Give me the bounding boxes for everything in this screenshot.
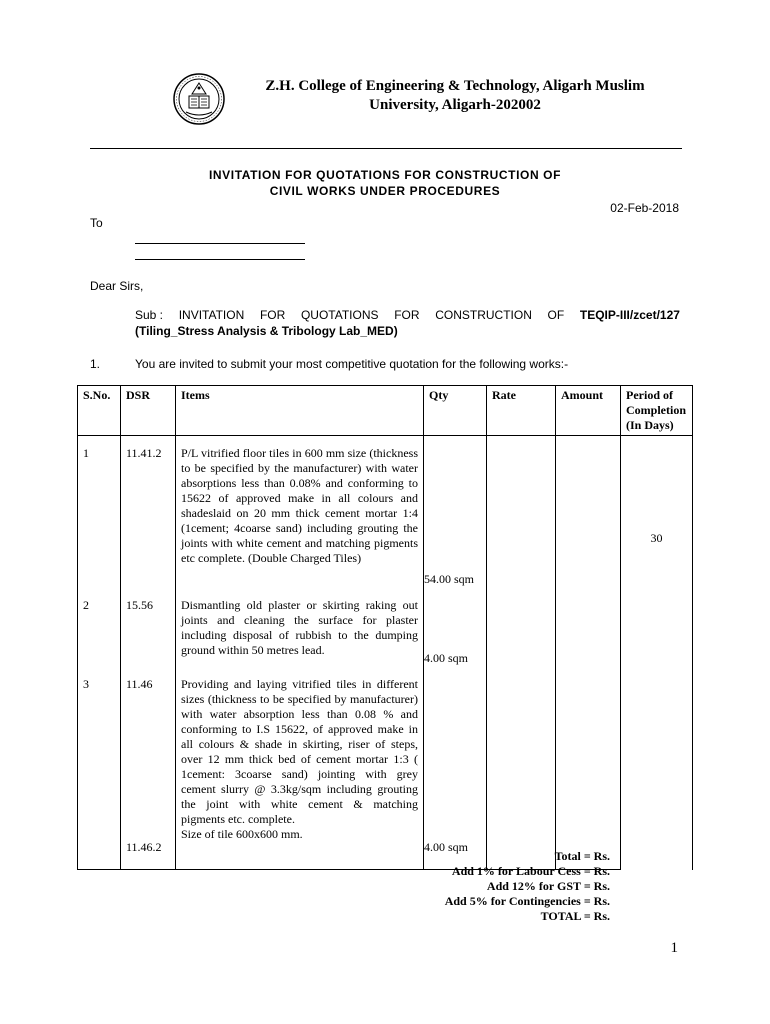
row-dsr-sub: 11.46.2 [126,840,162,854]
header-items: Items [176,386,424,436]
header-period-line2: Completion [626,403,686,417]
row-qty [424,589,487,668]
header-divider [90,148,682,149]
row-item: P/L vitrified floor tiles in 600 mm size (thickness to be specified by the manufacturer) with water absorptions less than 0.08% and conforming to 15622 of approved make in all colours and shadeslaid on 20 mm thick cement mortar 1:4 (1cement; 4coarse sand) including grouting the joints with white cement and matching pigments etc complete. (Double Charged Tiles) [176,436,424,590]
row-rate [487,668,556,870]
subject-reference: TEQIP-III/zcet/127 [579,308,680,322]
subject-word: FOR [394,308,420,322]
table-row [78,436,693,590]
row-sno: 3 [78,668,121,870]
total-line: Total = Rs. [554,849,610,863]
table-row [78,589,693,668]
subject-line2: (Tiling_Stress Analysis & Tribology Lab_MED) [135,324,398,338]
row-amount [556,436,621,590]
row-qty [424,436,487,590]
period-value: 30 [621,436,693,870]
row-amount [556,589,621,668]
subject-word: QUOTATIONS [300,308,379,322]
document-date: 02-Feb-2018 [610,201,679,215]
row-rate [487,436,556,590]
row-qty-value: 54.00 sqm [424,572,475,586]
university-seal-logo [172,72,226,126]
row-sno: 1 [78,436,121,590]
college-name [230,77,680,115]
document-heading [150,167,620,199]
subject-word: OF [547,308,565,322]
to-label: To [90,216,103,230]
header-amount: Amount [556,386,621,436]
header-period-line3: (In Days) [626,418,674,432]
totals-block [445,849,610,924]
row-amount [556,668,621,870]
paragraph-text: You are invited to submit your most competitive quotation for the following works:- [135,357,569,371]
works-table [77,385,693,870]
address-blank-line-1 [135,243,305,244]
row-dsr: 11.41.2 [121,436,176,590]
grand-total-line: TOTAL = Rs. [540,909,610,923]
page-number: 1 [670,940,678,956]
subject-label: Sub : [135,308,164,322]
row-dsr-main: 11.46 [126,677,153,691]
paragraph-number: 1. [90,357,101,371]
subject-word: CONSTRUCTION [435,308,532,322]
header-period [621,386,693,436]
header-qty: Qty [424,386,487,436]
heading-line1: INVITATION FOR QUOTATIONS FOR CONSTRUCTION OF [208,168,562,182]
labour-cess-line: Add 1% for Labour Cess = Rs. [451,864,610,878]
row-qty-value: 4.00 sqm [424,651,469,665]
subject-word: INVITATION [178,308,245,322]
subject-word: FOR [259,308,286,322]
table-header-row [78,386,693,436]
row-qty-value: 4.00 sqm [424,840,469,854]
college-name-line2: University, Aligarh-202002 [369,97,541,113]
subject-line [135,308,680,322]
gst-line: Add 12% for GST = Rs. [486,879,610,893]
header-rate: Rate [487,386,556,436]
row-qty [424,668,487,870]
college-name-line1: Z.H. College of Engineering & Technology, Aligarh Muslim [265,78,645,94]
row-sno: 2 [78,589,121,668]
row-item: Dismantling old plaster or skirting raking out joints and cleaning the surface for plaster including disposal of rubbish to the dumping ground within 50 metres lead. [176,589,424,668]
header-dsr: DSR [121,386,176,436]
header-sno: S.No. [78,386,121,436]
table-row [78,668,693,870]
row-item [176,668,424,870]
row-item-text: Providing and laying vitrified tiles in different sizes (thickness to be specified by manufacturer) with water absorption less than 0.08 % and conforming to I.S 15622, of approved make in all colours & shade in skirting, riser of steps, over 12 mm thick bed of cement mortar 1:3 ( 1cement: 3coarse sand) jointing with grey cement slurry @ 3.3kg/sqm including grouting the joint with white cement & matching pigments etc. complete. [181,677,418,826]
contingencies-line: Add 5% for Contingencies = Rs. [444,894,610,908]
heading-line2: CIVIL WORKS UNDER PROCEDURES [269,184,501,198]
header-period-line1: Period of [626,388,673,402]
row-rate [487,589,556,668]
address-blank-line-2 [135,259,305,260]
salutation: Dear Sirs, [90,279,144,293]
row-dsr: 15.56 [121,589,176,668]
row-item-sub: Size of tile 600x600 mm. [181,827,303,841]
row-dsr [121,668,176,870]
